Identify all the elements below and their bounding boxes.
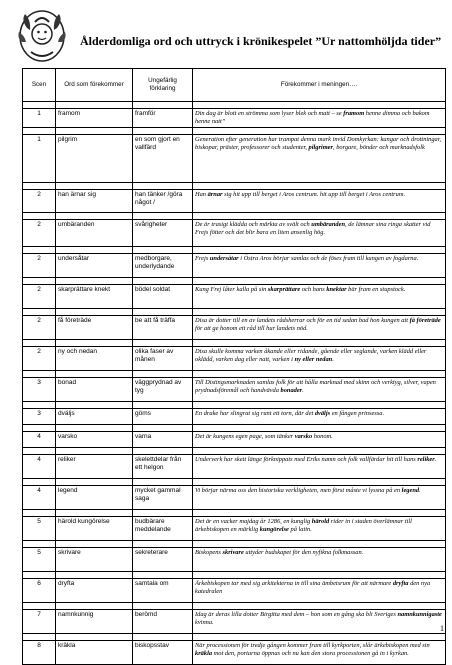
cell-scen: 3 (23, 378, 56, 402)
cell-mening (193, 190, 446, 213)
cell-forklaring: biskopsstav (133, 641, 193, 665)
cell-ord: ny och nedan (56, 347, 133, 371)
spacer-cell (23, 247, 56, 254)
cell-scen: 2 (23, 347, 56, 371)
sentence-text: Disa skulle komma varken åkande eller ridande, gående eller seglande, varken klädd eller oklädd, varken dag eller natt, varken i (195, 348, 427, 363)
spacer-cell (193, 371, 446, 378)
spacer-cell (56, 634, 133, 641)
spacer-cell (193, 541, 446, 548)
cell-mening (193, 641, 446, 665)
spacer-row (23, 183, 446, 190)
table-row (23, 190, 446, 213)
table-row (23, 641, 446, 665)
table-row (23, 220, 446, 247)
cell-forklaring: medborgare, underlydande (133, 254, 193, 278)
spacer-cell (23, 479, 56, 486)
cell-ord: namnkunnig (56, 610, 133, 634)
table-row (23, 409, 446, 425)
cell-mening (193, 220, 446, 247)
cell-mening (193, 254, 446, 278)
highlighted-word: dväljs (314, 410, 331, 417)
spacer-cell (56, 425, 133, 432)
sentence-text: En drake har slingrat sig runt ett torn, där det (195, 410, 315, 417)
spacer-cell (56, 247, 133, 254)
cell-ord: reliker (56, 455, 133, 479)
spacer-row (23, 541, 446, 548)
sentence-text: . (302, 387, 304, 394)
sentence-text: den nya katedralen (195, 580, 431, 595)
spacer-cell (56, 572, 133, 579)
cell-mening (193, 486, 446, 510)
cell-mening (193, 610, 446, 634)
spacer-cell (193, 340, 446, 347)
spacer-row (23, 479, 446, 486)
table-row (23, 432, 446, 448)
highlighted-word: kräkla (195, 650, 213, 657)
sentence-text: De är trasigt klädda och märkta av svält och (195, 221, 312, 228)
cell-scen: 4 (23, 432, 56, 448)
column-header-scen: Scen (23, 69, 56, 102)
cell-forklaring: framför (133, 109, 193, 128)
cell-scen: 6 (23, 579, 56, 603)
table-row (23, 517, 446, 541)
column-header-forklaring: Ungefärlig förklaring (133, 69, 193, 102)
spacer-cell (133, 479, 193, 486)
cell-ord: han ärnar sig (56, 190, 133, 213)
cell-scen: 2 (23, 316, 56, 340)
sentence-text: . (434, 456, 437, 463)
spacer-row (23, 213, 446, 220)
cell-ord: bonad (56, 378, 133, 402)
table-row (23, 610, 446, 634)
sentence-text: , de lämnar sina ringa skatter vid Frejs fötter och det blir bara en liten ansenlig hög. (195, 221, 431, 236)
cell-forklaring: bödel soldat (133, 285, 193, 309)
cell-scen: 3 (23, 409, 56, 425)
cell-mening (193, 548, 446, 572)
cell-mening (193, 316, 446, 340)
cell-ord: dväljs (56, 409, 133, 425)
sentence-text: rider in i staden överlämnar till ärkebiskopen en märklig (195, 518, 412, 533)
sentence-text: uttyder budskapet för den nyfikna folkmassan. (243, 549, 364, 556)
highlighted-word: legend (401, 487, 420, 494)
cell-ord: legend (56, 486, 133, 510)
spacer-cell (133, 128, 193, 135)
spacer-cell (133, 541, 193, 548)
spacer-row (23, 371, 446, 378)
sentence-text: Din dag är blott en strömma som lyser blek och matt – se (195, 110, 344, 117)
spacer-cell (56, 479, 133, 486)
cell-scen: 2 (23, 285, 56, 309)
highlighted-word: namnkunnigaste (397, 611, 442, 618)
cell-scen: 1 (23, 135, 56, 183)
cell-mening (193, 135, 446, 183)
spacer-row (23, 402, 446, 409)
spacer-cell (133, 510, 193, 517)
highlighted-word: reliker (417, 456, 435, 463)
sentence-text: henne dimma och bakom henne natt” (195, 110, 430, 125)
spacer-row (23, 572, 446, 579)
cell-forklaring: en som gjort en vallfärd (133, 135, 193, 183)
cell-ord: härold kungörelse (56, 517, 133, 541)
spacer-cell (56, 402, 133, 409)
spacer-cell (193, 402, 446, 409)
cell-ord: umbäranden (56, 220, 133, 247)
cell-scen: 2 (23, 254, 56, 278)
cell-mening (193, 378, 446, 402)
sentence-text: Det är en vacker majdag år 1286, en kunglig (195, 518, 312, 525)
column-header-ord: Ord som förekommer (56, 69, 133, 102)
sentence-text: Biskopens (195, 549, 223, 556)
cell-scen: 4 (23, 486, 56, 510)
cell-forklaring: skelettdelar från ett helgon (133, 455, 193, 479)
spacer-cell (133, 634, 193, 641)
spacer-cell (23, 309, 56, 316)
sentence-text: Kung Frej låter kalla på sin (195, 286, 268, 293)
cell-mening (193, 579, 446, 603)
cell-ord: skarprättare knekt (56, 285, 133, 309)
highlighted-word: ärnar (207, 191, 223, 198)
table-header-row (23, 69, 446, 102)
highlighted-word: ny eller nedan (294, 356, 333, 363)
cell-ord: få företräde (56, 316, 133, 340)
spacer-cell (23, 510, 56, 517)
highlighted-word: kungörelse (259, 526, 289, 533)
spacer-cell (193, 309, 446, 316)
sentence-text: honom. (312, 433, 333, 440)
sentence-text: Det är kungens egen page, som tänker (195, 433, 295, 440)
cell-forklaring: budbärare meddelande (133, 517, 193, 541)
cell-forklaring: sekreterare (133, 548, 193, 572)
spacer-cell (193, 510, 446, 517)
cell-scen: 8 (23, 641, 56, 665)
highlighted-word: få företräde (409, 317, 441, 324)
spacer-cell (133, 247, 193, 254)
spacer-cell (23, 425, 56, 432)
spacer-cell (133, 278, 193, 285)
spacer-cell (56, 510, 133, 517)
cell-ord: kräkla (56, 641, 133, 665)
spacer-cell (56, 541, 133, 548)
spacer-cell (56, 340, 133, 347)
sentence-text: Underverk har skett länge förknippats med Eriks namn och folk vallfärdar hit till hans (195, 456, 418, 463)
cell-mening (193, 432, 446, 448)
highlighted-word: pilgrimer (308, 144, 333, 151)
highlighted-word: dryfta (392, 580, 409, 587)
cell-forklaring: olika faser av månen (133, 347, 193, 371)
spacer-cell (133, 340, 193, 347)
spacer-cell (56, 213, 133, 220)
cell-mening (193, 409, 446, 425)
spacer-cell (193, 102, 446, 109)
sentence-text: bär fram en stupstock. (346, 286, 406, 293)
cell-mening (193, 285, 446, 309)
spacer-cell (23, 278, 56, 285)
spacer-cell (193, 572, 446, 579)
highlighted-word: härold (311, 518, 330, 525)
spacer-cell (133, 309, 193, 316)
spacer-cell (56, 371, 133, 378)
spacer-row (23, 510, 446, 517)
cell-forklaring: be att få träffa (133, 316, 193, 340)
sentence-text: sig hit upp till berget i Aros centrum. hit upp till berget i Aros centrum. (222, 191, 406, 198)
sentence-text: Vi börjar närma oss den historiska verkligheten, men först måste vi lyssna på en (195, 487, 402, 494)
cell-forklaring: varna (133, 432, 193, 448)
sentence-text: . (332, 356, 334, 363)
spacer-cell (23, 448, 56, 455)
highlighted-word: skrivare (222, 549, 244, 556)
spacer-cell (193, 448, 446, 455)
cell-forklaring: göms (133, 409, 193, 425)
spacer-row (23, 425, 446, 432)
spacer-cell (23, 183, 56, 190)
spacer-cell (133, 183, 193, 190)
sentence-text: i Östra Aros börjar samlas och de föses fram till kungen av fogdarna. (238, 255, 419, 262)
spacer-row (23, 278, 446, 285)
spacer-cell (23, 213, 56, 220)
sentence-text: på latin. (288, 526, 312, 533)
cell-mening (193, 455, 446, 479)
cell-scen: 7 (23, 610, 56, 634)
spacer-cell (133, 371, 193, 378)
table-row (23, 316, 446, 340)
sentence-text: Ärkebiskopen tar med sig arkitekterna in till sina ämbetsrum för att närmare (195, 580, 393, 587)
spacer-cell (56, 183, 133, 190)
spacer-cell (133, 425, 193, 432)
table-row (23, 455, 446, 479)
spacer-cell (133, 603, 193, 610)
spacer-cell (133, 102, 193, 109)
spacer-cell (193, 603, 446, 610)
spacer-cell (23, 603, 56, 610)
highlighted-word: umbäranden (311, 221, 346, 228)
table-row (23, 486, 446, 510)
cell-scen: 2 (23, 190, 56, 213)
sentence-text: kvinna. (195, 619, 214, 626)
sentence-text: Generation efter generation har trampat denna mark invid Domkyrkan: kungar och drottningar, biskopar, präster, professorer och studenter, (195, 136, 442, 151)
cell-scen: 4 (23, 455, 56, 479)
cell-forklaring: samtala om (133, 579, 193, 603)
cell-ord: undersåtar (56, 254, 133, 278)
spacer-row (23, 309, 446, 316)
spacer-cell (193, 479, 446, 486)
spacer-cell (133, 213, 193, 220)
table-row (23, 378, 446, 402)
cell-scen: 5 (23, 548, 56, 572)
table-row (23, 285, 446, 309)
highlighted-word: undersåtar (209, 255, 239, 262)
cell-ord: framom (56, 109, 133, 128)
cell-ord: varsko (56, 432, 133, 448)
spacer-cell (193, 213, 446, 220)
cell-ord: skrivare (56, 548, 133, 572)
cell-ord: dryfta (56, 579, 133, 603)
sentence-text: mot den, portarna öppnas och nu kan den stora processionen gå in i kyrkan. (212, 650, 409, 657)
spacer-cell (193, 634, 446, 641)
column-header-mening: Förekommer i meningen…. (193, 69, 446, 102)
spacer-row (23, 634, 446, 641)
cell-scen: 2 (23, 220, 56, 247)
spacer-cell (193, 247, 446, 254)
sentence-text: Idag är deras lilla dotter Birgitta med dem – hon som en gång ska bli Sveriges (195, 611, 398, 618)
spacer-cell (23, 402, 56, 409)
spacer-cell (133, 448, 193, 455)
cell-mening (193, 109, 446, 128)
highlighted-word: skarprättare (267, 286, 301, 293)
spacer-cell (56, 278, 133, 285)
highlighted-word: varsko (294, 433, 313, 440)
sentence-text: . (419, 487, 421, 494)
table-row (23, 254, 446, 278)
highlighted-word: knektar (326, 286, 347, 293)
cell-forklaring: väggprydnad av tyg (133, 378, 193, 402)
table-row (23, 135, 446, 183)
spacer-cell (23, 102, 56, 109)
spacer-cell (133, 572, 193, 579)
spacer-cell (23, 371, 56, 378)
cell-forklaring: han tänker /göra något / (133, 190, 193, 213)
table-row (23, 579, 446, 603)
spacer-cell (133, 402, 193, 409)
cell-scen: 5 (23, 517, 56, 541)
cell-forklaring: mycket gammal saga (133, 486, 193, 510)
sentence-text: en fången prinsessa. (330, 410, 385, 417)
spacer-cell (23, 634, 56, 641)
sentence-text: och hans (300, 286, 327, 293)
table-row (23, 109, 446, 128)
cell-ord: pilgrim (56, 135, 133, 183)
spacer-row (23, 247, 446, 254)
spacer-cell (56, 603, 133, 610)
highlighted-word: bonader (280, 387, 303, 394)
cell-forklaring: svårigheter (133, 220, 193, 247)
sentence-text: När processionen för tredje gången kommer fram till kyrkporten, slår ärkebiskopen med sin (195, 642, 430, 649)
sentence-text: , borgare, bönder och marknadsfolk (333, 144, 425, 151)
spacer-cell (23, 340, 56, 347)
spacer-row (23, 102, 446, 109)
table-row (23, 347, 446, 371)
sentence-text: för att ge honom ett råd till hur landets nöd. (195, 325, 308, 332)
spacer-cell (23, 572, 56, 579)
spacer-cell (56, 309, 133, 316)
spacer-cell (56, 128, 133, 135)
sentence-text: Till Distingsmarknaden samlas folk för att hålla marknad med skinn och verktyg, silver, vapen prydnadsföremål och handvävda (195, 379, 436, 394)
spacer-cell (23, 541, 56, 548)
spacer-cell (193, 128, 446, 135)
page-title: Ålderdomliga ord och uttryck i krönikespelet ”Ur nattomhöljda tider” (80, 34, 442, 48)
spacer-row (23, 448, 446, 455)
spacer-row (23, 128, 446, 135)
table-row (23, 548, 446, 572)
cell-forklaring: berömd (133, 610, 193, 634)
page-number: 1 (440, 624, 444, 633)
spacer-cell (23, 128, 56, 135)
sentence-text: Disa är dotter till en av landets rådsherrar och för en tid sedan bad hon kungen att (195, 317, 410, 324)
vocabulary-table (22, 68, 446, 665)
spacer-cell (56, 102, 133, 109)
spacer-cell (56, 448, 133, 455)
sentence-text: Han (195, 191, 208, 198)
cell-scen: 1 (23, 109, 56, 128)
spacer-cell (193, 278, 446, 285)
spacer-row (23, 603, 446, 610)
spacer-row (23, 340, 446, 347)
cell-mening (193, 347, 446, 371)
table-body (23, 102, 446, 665)
spacer-cell (193, 425, 446, 432)
spacer-cell (193, 183, 446, 190)
sentence-text: Frejs (195, 255, 210, 262)
cell-mening (193, 517, 446, 541)
highlighted-word: framom (343, 110, 365, 117)
seal-logo (13, 8, 71, 64)
